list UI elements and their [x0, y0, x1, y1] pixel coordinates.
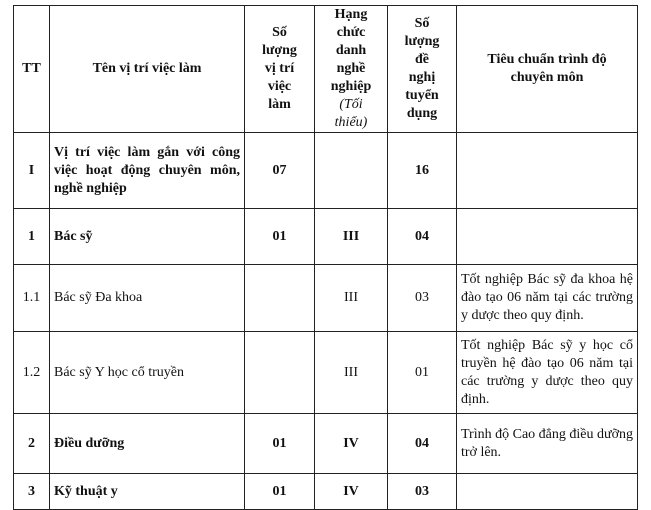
row-name: Vị trí việc làm gắn với công việc hoạt động chuyên môn, nghề nghiệp — [50, 133, 245, 209]
header-proposed-line: Số — [414, 16, 430, 31]
row-proposed: 03 — [388, 474, 457, 510]
row-criteria — [457, 474, 638, 510]
header-position-count — [245, 6, 315, 133]
header-rank — [315, 6, 388, 133]
header-proposed-line: tuyển — [405, 88, 439, 103]
row-name: Điều dưỡng — [50, 414, 245, 474]
header-count-line: việc — [267, 79, 292, 94]
row-criteria — [457, 133, 638, 209]
table-row — [14, 414, 638, 474]
row-proposed: 03 — [388, 265, 457, 332]
header-proposed-line: dụng — [406, 106, 438, 121]
header-count-line: vị trí — [264, 61, 295, 76]
row-count: 01 — [245, 474, 315, 510]
row-proposed: 04 — [388, 414, 457, 474]
row-rank — [315, 133, 388, 209]
header-rank-note: (Tối — [339, 97, 363, 112]
row-name: Bác sỹ Y học cổ truyền — [50, 332, 245, 414]
row-tt: I — [14, 133, 50, 209]
table-row — [14, 265, 638, 332]
header-count-line: Số — [272, 25, 287, 40]
table-row — [14, 474, 638, 510]
table-row — [14, 209, 638, 265]
row-tt: 1.2 — [14, 332, 50, 414]
header-tt: TT — [14, 6, 50, 133]
row-count: 07 — [245, 133, 315, 209]
row-criteria: Trình độ Cao đẳng điều dưỡng trở lên. — [457, 414, 638, 474]
row-criteria: Tốt nghiệp Bác sỹ đa khoa hệ đào tạo 06 năm tại các trường y dược theo quy định. — [457, 265, 638, 332]
row-name: Kỹ thuật y — [50, 474, 245, 510]
recruitment-table — [13, 5, 638, 510]
row-count: 01 — [245, 414, 315, 474]
table-header-row — [14, 6, 638, 133]
header-rank-line: danh — [335, 43, 367, 58]
row-proposed: 01 — [388, 332, 457, 414]
row-proposed: 16 — [388, 133, 457, 209]
header-rank-line: nghiệp — [330, 79, 372, 94]
header-rank-line: nghề — [336, 61, 366, 76]
header-count-line: làm — [268, 97, 291, 112]
row-rank: III — [315, 209, 388, 265]
row-rank: III — [315, 332, 388, 414]
row-count — [245, 332, 315, 414]
header-count-line: lượng — [262, 43, 297, 58]
table-row — [14, 332, 638, 414]
row-tt: 3 — [14, 474, 50, 510]
row-count — [245, 265, 315, 332]
header-position: Tên vị trí việc làm — [50, 6, 245, 133]
header-criteria: Tiêu chuẩn trình độ chuyên môn — [457, 6, 638, 133]
row-rank: IV — [315, 414, 388, 474]
row-rank: III — [315, 265, 388, 332]
row-proposed: 04 — [388, 209, 457, 265]
header-proposed — [388, 6, 457, 133]
row-criteria — [457, 209, 638, 265]
row-rank: IV — [315, 474, 388, 510]
row-tt: 2 — [14, 414, 50, 474]
row-name: Bác sỹ Đa khoa — [50, 265, 245, 332]
header-proposed-line: nghị — [408, 70, 436, 85]
header-rank-line: chức — [336, 25, 366, 40]
row-tt: 1 — [14, 209, 50, 265]
header-rank-note: thiểu) — [334, 115, 368, 130]
table-row — [14, 133, 638, 209]
header-proposed-line: lượng — [404, 34, 440, 49]
header-rank-line: Hạng — [334, 7, 368, 22]
row-name: Bác sỹ — [50, 209, 245, 265]
header-proposed-line: đề — [415, 52, 429, 67]
row-count: 01 — [245, 209, 315, 265]
row-criteria: Tốt nghiệp Bác sỹ y học cổ truyền hệ đào tạo 06 năm tại các trường y dược theo quy định. — [457, 332, 638, 414]
row-tt: 1.1 — [14, 265, 50, 332]
